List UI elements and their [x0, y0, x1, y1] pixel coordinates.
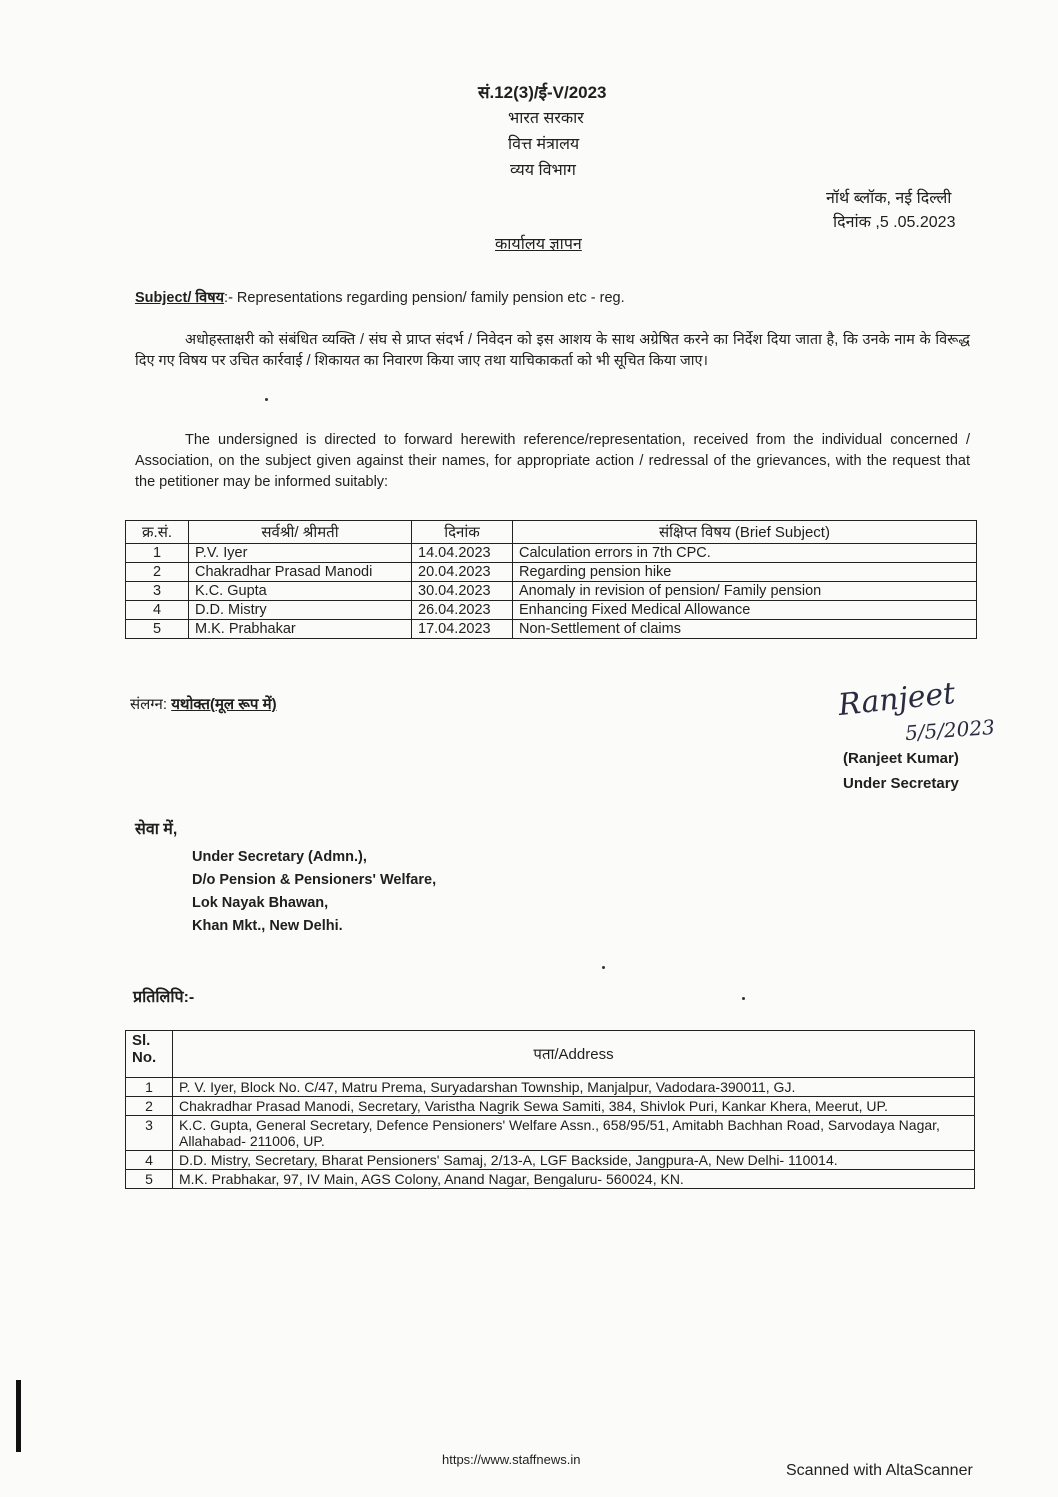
scan-speck [265, 398, 268, 401]
row-date: 26.04.2023 [412, 601, 513, 620]
scan-speck [602, 966, 605, 969]
govt-label: भारत सरकार [508, 110, 584, 127]
row-name: K.C. Gupta [189, 582, 412, 601]
row-date: 30.04.2023 [412, 582, 513, 601]
signature-date: 5/5/2023 [904, 714, 996, 746]
row-sno: 1 [126, 1078, 173, 1097]
table-header: क्र.सं. [126, 521, 189, 544]
row-subject: Non-Settlement of claims [513, 620, 977, 639]
table-row [126, 601, 977, 620]
row-sno: 5 [126, 620, 189, 639]
row-address: D.D. Mistry, Secretary, Bharat Pensioners' Samaj, 2/13-A, LGF Backside, Jangpura-A, New Delhi- 110014. [173, 1151, 975, 1170]
department-label: व्यय विभाग [510, 162, 576, 179]
table-header: पता/Address [173, 1031, 975, 1078]
table-row [126, 1078, 975, 1097]
footer-url: https://www.staffnews.in [442, 1452, 581, 1467]
row-name: Chakradhar Prasad Manodi [189, 563, 412, 582]
row-sno: 2 [126, 1097, 173, 1116]
table-row [126, 544, 977, 563]
row-sno: 3 [126, 582, 189, 601]
signature-scribble: Ranjeet [836, 675, 957, 724]
table-header: Sl. No. [126, 1031, 173, 1078]
copy-label: प्रतिलिपि:- [133, 989, 195, 1006]
to-address-line: Khan Mkt., New Delhi. [192, 918, 343, 934]
table-row [126, 582, 977, 601]
address-table [125, 1030, 975, 1189]
row-name: D.D. Mistry [189, 601, 412, 620]
signatory-name: (Ranjeet Kumar) [843, 750, 959, 767]
row-subject: Calculation errors in 7th CPC. [513, 544, 977, 563]
subject-label: Subject/ विषय [135, 290, 225, 306]
table-row [126, 620, 977, 639]
english-paragraph: The undersigned is directed to forward herewith reference/representation, received from the individual concerned / Association, on the subject given against their names, for appropriate action / redressal of the grievances, with the request that the petitioner may be informed suitably: [135, 432, 970, 490]
row-address: P. V. Iyer, Block No. C/47, Matru Prema, Suryadarshan Township, Manjalpur, Vadodara-390011, GJ. [173, 1078, 975, 1097]
row-sno: 5 [126, 1170, 173, 1189]
table-row [126, 1097, 975, 1116]
hindi-paragraph: अधोहस्ताक्षरी को संबंधित व्यक्ति / संघ से प्राप्त संदर्भ / निवेदन को इस आशय के साथ अग्रेषित करने का निर्देश दिया जाता है, कि उनके नाम के विरूद्ध दिए गए विषय पर उचित कार्रवाई / शिकायत का निवारण किया जाए तथा याचिकाकर्ता को भी सूचित किया जाए। [135, 332, 970, 369]
enclosure-text: यथोक्त(मूल रूप में) [171, 696, 277, 713]
enclosure-line [130, 694, 277, 714]
to-address [192, 846, 436, 938]
to-address-line: Under Secretary (Admn.), [192, 849, 367, 865]
memo-title: कार्यालय ज्ञापन [495, 236, 582, 253]
row-subject: Enhancing Fixed Medical Allowance [513, 601, 977, 620]
row-address: K.C. Gupta, General Secretary, Defence Pensioners' Welfare Assn., 658/95/51, Amitabh Bachhan Road, Sarvodaya Nagar, Allahabad- 211006, UP. [173, 1116, 975, 1151]
subject-table [125, 520, 977, 639]
table-row [126, 1116, 975, 1151]
row-sno: 2 [126, 563, 189, 582]
place-label: नॉर्थ ब्लॉक, नई दिल्ली [826, 190, 952, 207]
row-sno: 1 [126, 544, 189, 563]
signatory-designation: Under Secretary [843, 775, 959, 792]
table-header: सर्वश्री/ श्रीमती [189, 521, 412, 544]
row-sno: 3 [126, 1116, 173, 1151]
row-name: P.V. Iyer [189, 544, 412, 563]
row-address: M.K. Prabhakar, 97, IV Main, AGS Colony, Anand Nagar, Bengaluru- 560024, KN. [173, 1170, 975, 1189]
row-subject: Anomaly in revision of pension/ Family pension [513, 582, 977, 601]
table-row [126, 1151, 975, 1170]
row-name: M.K. Prabhakar [189, 620, 412, 639]
subject-line [135, 287, 625, 307]
table-row [126, 1170, 975, 1189]
subject-text: :- Representations regarding pension/ family pension etc - reg. [224, 290, 625, 306]
row-sno: 4 [126, 601, 189, 620]
row-date: 17.04.2023 [412, 620, 513, 639]
row-date: 14.04.2023 [412, 544, 513, 563]
file-number: सं.12(3)/ई-V/2023 [478, 83, 607, 102]
scanner-watermark: Scanned with AltaScanner [786, 1462, 973, 1479]
row-address: Chakradhar Prasad Manodi, Secretary, Varistha Nagrik Sewa Samiti, 384, Shivlok Puri, Kankar Khera, Meerut, UP. [173, 1097, 975, 1116]
ministry-label: वित्त मंत्रालय [508, 136, 580, 153]
scan-edge-mark [16, 1380, 21, 1452]
table-header: दिनांक [412, 521, 513, 544]
table-header: संक्षिप्त विषय (Brief Subject) [513, 521, 977, 544]
scan-speck [742, 997, 745, 1000]
row-date: 20.04.2023 [412, 563, 513, 582]
row-subject: Regarding pension hike [513, 563, 977, 582]
table-header-row [126, 1031, 975, 1078]
enclosure-label: संलग्न: [130, 696, 168, 713]
to-address-line: Lok Nayak Bhawan, [192, 895, 329, 911]
table-row [126, 563, 977, 582]
to-address-line: D/o Pension & Pensioners' Welfare, [192, 872, 437, 888]
row-sno: 4 [126, 1151, 173, 1170]
to-label: सेवा में, [135, 821, 178, 838]
table-header-row [126, 521, 977, 544]
date-label: दिनांक ,5 .05.2023 [833, 214, 956, 231]
